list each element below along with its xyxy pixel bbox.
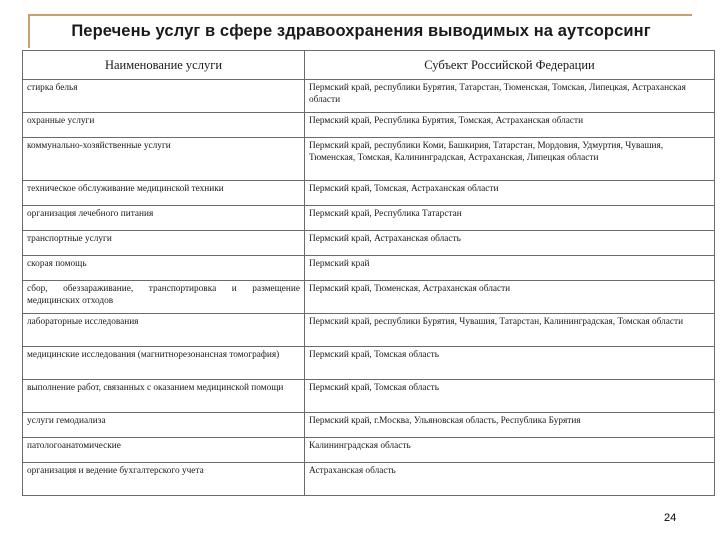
- table-row: [23, 347, 715, 380]
- services-table: [22, 50, 715, 496]
- table-row: [23, 314, 715, 347]
- region-cell: Пермский край, Республика Татарстан: [305, 206, 715, 231]
- service-cell: коммунально-хозяйственные услуги: [23, 138, 305, 181]
- region-cell: Пермский край, республики Бурятия, Чувашия, Татарстан, Калининградская, Томская области: [305, 314, 715, 347]
- region-cell: Пермский край, республики Бурятия, Татарстан, Тюменская, Томская, Липецкая, Астраханская области: [305, 80, 715, 113]
- region-cell: Пермский край, Томская область: [305, 347, 715, 380]
- service-cell: патологоанатомические: [23, 438, 305, 463]
- table-row: [23, 113, 715, 138]
- region-cell: Пермский край, Астраханская область: [305, 231, 715, 256]
- table-row: [23, 138, 715, 181]
- table-header-row: [23, 51, 715, 80]
- column-header-region: Субъект Российской Федерации: [305, 51, 715, 80]
- region-cell: Пермский край, республики Коми, Башкирия, Татарстан, Мордовия, Удмуртия, Чувашия, Тюменская, Томская, Калининградская, Астраханская, Липецкая области: [305, 138, 715, 181]
- region-cell: Пермский край, Томская область: [305, 380, 715, 413]
- service-cell: медицинские исследования (магнитнорезонансная томография): [23, 347, 305, 380]
- table-row: [23, 80, 715, 113]
- region-cell: Калининградская область: [305, 438, 715, 463]
- table-row: [23, 231, 715, 256]
- service-cell: охранные услуги: [23, 113, 305, 138]
- service-cell: выполнение работ, связанных с оказанием медицинской помощи: [23, 380, 305, 413]
- table-row: [23, 256, 715, 281]
- region-cell: Пермский край, Республика Бурятия, Томская, Астраханская области: [305, 113, 715, 138]
- table-row: [23, 380, 715, 413]
- table-row: [23, 206, 715, 231]
- service-cell: организация лечебного питания: [23, 206, 305, 231]
- service-cell: транспортные услуги: [23, 231, 305, 256]
- table-row: [23, 181, 715, 206]
- service-cell: услуги гемодиализа: [23, 413, 305, 438]
- page-number: 24: [664, 512, 677, 524]
- table-row: [23, 438, 715, 463]
- table-row: [23, 413, 715, 438]
- service-cell: сбор, обеззараживание, транспортировка и размещение медицинских отходов: [23, 281, 305, 314]
- column-header-service: Наименование услуги: [23, 51, 305, 80]
- region-cell: Астраханская область: [305, 463, 715, 496]
- page-title: Перечень услуг в сфере здравоохранения выводимых на аутсорсинг: [71, 22, 651, 40]
- title-frame: [28, 14, 692, 48]
- table-row: [23, 463, 715, 496]
- service-cell: техническое обслуживание медицинской техники: [23, 181, 305, 206]
- region-cell: Пермский край, Тюменская, Астраханская области: [305, 281, 715, 314]
- region-cell: Пермский край: [305, 256, 715, 281]
- region-cell: Пермский край, г.Москва, Ульяновская область, Республика Бурятия: [305, 413, 715, 438]
- region-cell: Пермский край, Томская, Астраханская области: [305, 181, 715, 206]
- service-cell: стирка белья: [23, 80, 305, 113]
- table-row: [23, 281, 715, 314]
- service-cell: скорая помощь: [23, 256, 305, 281]
- service-cell: лабораторные исследования: [23, 314, 305, 347]
- service-cell: организация и ведение бухгалтерского учета: [23, 463, 305, 496]
